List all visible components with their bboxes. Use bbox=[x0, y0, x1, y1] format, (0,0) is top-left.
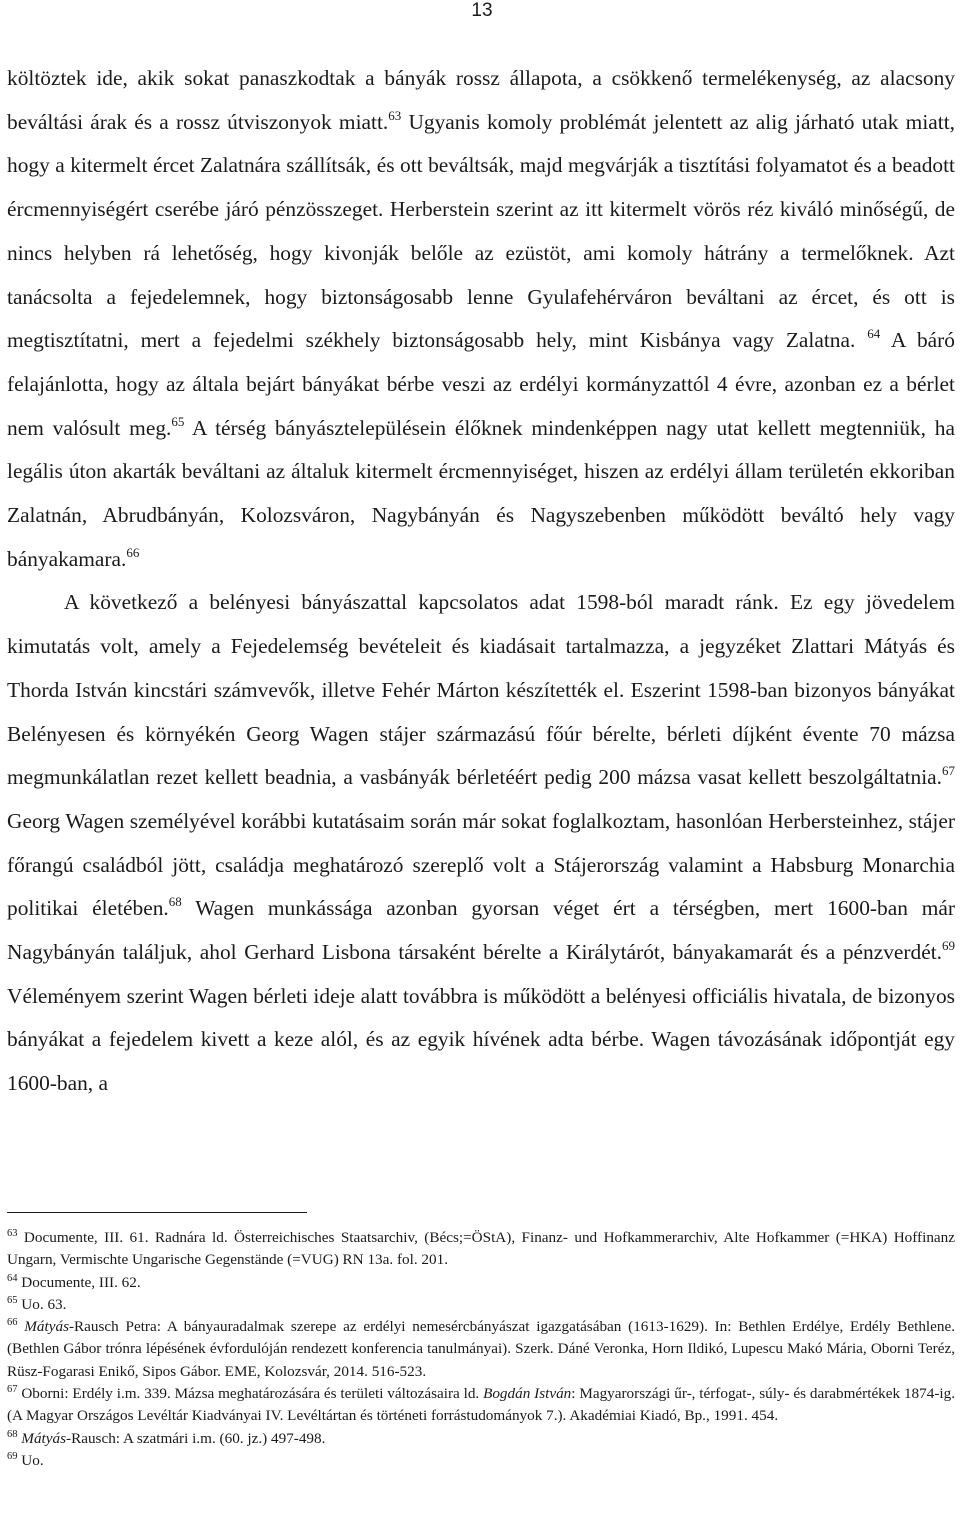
text-run: Véleményem szerint Wagen bérleti ideje alatt továbbra is működött a belényesi officiális hivatala, de bizonyos bányákat a fejedelem kivett a keze alól, és az egyik hívének adta bérbe. Wagen távozásának időpontját egy 1600-ban, a bbox=[7, 983, 955, 1096]
footnote-text: : Magyarországi űr-, térfogat-, súly- és darabmértékek 1874-ig. (A Magyar Országos Levéltár Kiadványai IV. Levéltártan és történeti forrástudományok 7.). Akadémiai Kiadó, Bp., 1991. 454. bbox=[7, 1385, 955, 1425]
footnote-number: 67 bbox=[7, 1384, 18, 1396]
footnote-ref-63: 63 bbox=[388, 107, 402, 123]
footnote-ref-69: 69 bbox=[942, 938, 955, 954]
footnote-ref-68: 68 bbox=[168, 894, 182, 910]
footnote-text: Documente, III. 62. bbox=[17, 1273, 141, 1291]
author-name: Mátyás bbox=[21, 1429, 67, 1447]
paragraph-1 bbox=[7, 57, 955, 581]
text-run: Wagen munkássága azonban gyorsan véget ért a térségben, mert 1600-ban már Nagybányán találjuk, ahol Gerhard Lisbona társaként bérelte a Királytárót, bányakamarát és a pénzverdét. bbox=[7, 896, 955, 965]
footnote-65 bbox=[7, 1294, 955, 1316]
footnote-text: Uo. bbox=[17, 1451, 44, 1469]
footnote-68 bbox=[7, 1428, 955, 1450]
text-run: Ugyanis komoly problémát jelentett az alig járható utak miatt, hogy a kitermelt ércet Zalatnára szállítsák, és ott beváltsák, majd megvárják a tisztítási folyamatot és a beadott ércmennyiségért cserébe járó pénzösszeget. Herberstein szerint az itt kitermelt vörös réz kiváló minőségű, de nincs helyben rá lehetőség, hogy kivonják belőle az ezüstöt, ami komoly hátrány a termelőknek. Azt tanácsolta a fejedelemnek, hogy biztonságosabb lenne Gyulafehérváron beváltani az ércet, és ott is megtisztítatni, mert a fejedelmi székhely biztonságosabb hely, mint Kisbánya vagy Zalatna. bbox=[7, 109, 955, 353]
footnote-64 bbox=[7, 1272, 955, 1294]
footnote-number: 65 bbox=[7, 1294, 18, 1306]
footnote-text: -Rausch: A szatmári i.m. (60. jz.) 497-498. bbox=[66, 1429, 326, 1447]
footnote-63 bbox=[7, 1227, 955, 1272]
text-run: Georg Wagen személyével korábbi kutatásaim során már sokat foglalkoztam, hasonlóan Herbersteinhez, stájer főrangú családból jött, családja meghatározó szereplő volt a Stájerország valamint a Habsburg Monarchia politikai életében. bbox=[7, 808, 955, 921]
footnote-number: 63 bbox=[7, 1228, 18, 1239]
footnote-text: -Rausch Petra: A bányauradalmak szerepe az erdélyi nemesércbányászat igazgatásában (1613-1629). In: Bethlen Erdélye, Erdély Bethlene. (Bethlen Gábor trónra lépésének évfordulóján rendezett konferencia tanulmányai). Szerk. Dáné Veronka, Horn Ildikó, Lupescu Makó Mária, Oborni Teréz, Rüsz-Fogarasi Enikő, Sipos Gábor. EME, Kolozsvár, 2014. 516-523. bbox=[7, 1318, 956, 1380]
footnote-ref-67: 67 bbox=[942, 763, 955, 779]
footnote-number: 68 bbox=[7, 1428, 18, 1440]
text-run: A báró felajánlotta, hogy az általa bejárt bányákat bérbe veszi az erdélyi kormányzattól 4 évre, azonban ez a bérlet nem valósult meg. bbox=[7, 328, 955, 440]
footnote-ref-64: 64 bbox=[867, 326, 881, 342]
footnote-number: 66 bbox=[7, 1317, 18, 1329]
main-text bbox=[7, 57, 955, 1106]
footnote-separator bbox=[7, 1212, 307, 1213]
footnote-text: Documente, III. 61. Radnára ld. Österreichisches Staatsarchiv, (Bécs;=ÖStA), Finanz- und Hofkammerarchiv, Alte Hofkammer (=HKA) Hoffinanz Ungarn, Vermischte Ungarische Gegenstände (=VUG) RN 13a. fol. 201. bbox=[7, 1229, 955, 1269]
footnote-69 bbox=[7, 1450, 955, 1472]
footnote-67 bbox=[7, 1383, 955, 1428]
footnote-number: 69 bbox=[7, 1450, 18, 1462]
footnotes bbox=[7, 1227, 955, 1472]
paragraph-2 bbox=[7, 581, 955, 1105]
text-run: A következő a belényesi bányászattal kapcsolatos adat 1598-ból maradt ránk. Ez egy jövedelem kimutatás volt, amely a Fejedelemség bevételeit és kiadásait tartalmazza, a jegyzéket Zlattari Mátyás és Thorda István kincstári számvevők, illetve Fehér Márton készítették el. Eszerint 1598-ban bizonyos bányákat Belényesen és környékén Georg Wagen stájer származású főúr bérelte, bérleti díjként évente 70 mázsa megmunkálatlan rezet kellett beadnia, a vasbányák bérletéért pedig 200 mázsa vasat kellett beszolgáltatnia. bbox=[7, 590, 955, 790]
author-name: Mátyás bbox=[24, 1318, 69, 1336]
author-name: Bogdán István bbox=[483, 1385, 572, 1403]
footnote-text: Uo. 63. bbox=[17, 1295, 67, 1313]
footnote-text: Oborni: Erdély i.m. 339. Mázsa meghatározására és területi változásaira ld. bbox=[17, 1385, 484, 1403]
footnote-number: 64 bbox=[7, 1272, 18, 1284]
text-run: költöztek ide, akik sokat panaszkodtak a bányák rossz állapota, a csökkenő termelékenység, az alacsony beváltási árak és a rossz útviszonyok miatt. bbox=[7, 66, 955, 134]
footnote-ref-65: 65 bbox=[171, 413, 185, 429]
text-run: A térség bányásztelepülésein élőknek mindenképpen nagy utat kellett megtenniük, ha legális úton akarták beváltani az általuk kitermelt ércmennyiséget, hiszen az erdélyi állam területén ekkoriban Zalatnán, Abrudbányán, Kolozsváron, Nagybányán és Nagyszebenben működött beváltó hely vagy bányakamara. bbox=[7, 415, 955, 571]
footnote-66 bbox=[7, 1316, 955, 1383]
page-number: 13 bbox=[471, 0, 493, 21]
footnote-ref-66: 66 bbox=[126, 544, 140, 560]
